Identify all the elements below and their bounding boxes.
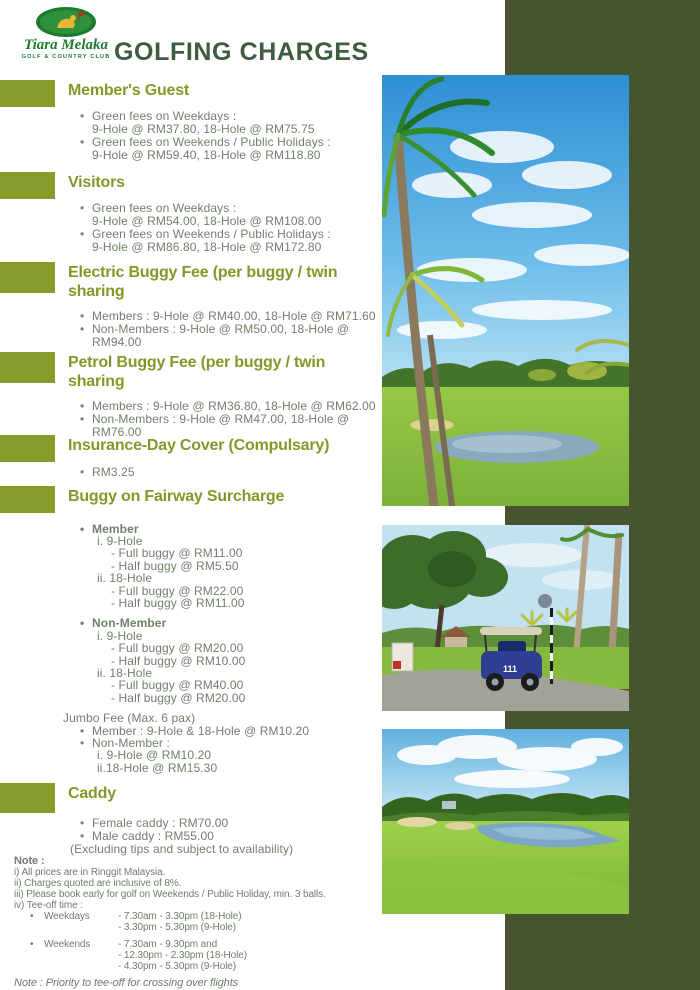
spacer xyxy=(0,609,400,617)
tee-day-label: Weekends xyxy=(44,939,91,950)
section-body xyxy=(0,466,400,479)
club-logo xyxy=(14,6,118,60)
price-line: i. 9-Hole xyxy=(97,533,143,548)
section-members-guest xyxy=(0,82,400,162)
price-line: • Non-Member xyxy=(0,617,400,629)
price-line: - Full buggy @ RM22.00 xyxy=(111,583,244,598)
tee-row-weekends xyxy=(14,939,396,972)
golf-buggy-illustration xyxy=(382,525,629,711)
tee-time-line: - 7.30am - 3.30pm (18-Hole) xyxy=(118,911,242,922)
golf-course-palm-trees-photo xyxy=(382,75,629,506)
price-line: - Full buggy @ RM11.00 xyxy=(111,546,243,561)
tee-time-line: - 4.30pm - 5.30pm (9-Hole) xyxy=(118,961,237,972)
section-petrol-buggy-fee xyxy=(0,354,400,439)
section-heading: Buggy on Fairway Surcharge xyxy=(68,488,285,505)
price-line: ii.18-Hole @ RM15.30 xyxy=(97,760,218,775)
section-body xyxy=(0,310,400,349)
section-tab-marker xyxy=(0,486,55,513)
price-line: - Half buggy @ RM20.00 xyxy=(111,690,246,705)
tee-time-line: - 3.30pm - 5.30pm (9-Hole) xyxy=(118,922,237,933)
price-line: ii. 18-Hole xyxy=(97,571,153,586)
section-body xyxy=(0,523,400,775)
section-tab-marker xyxy=(0,352,55,383)
section-body xyxy=(0,400,400,439)
section-caddy xyxy=(0,785,400,856)
price-line: • Green fees on Weekends / Public Holidays : xyxy=(0,228,400,241)
section-buggy-on-fairway-surcharge xyxy=(0,488,400,774)
section-tab-marker xyxy=(0,262,55,293)
price-line: 9-Hole @ RM86.80, 18-Hole @ RM172.80 xyxy=(92,239,322,254)
golf-course-lake-photo xyxy=(382,729,629,914)
tee-bullet: • xyxy=(30,911,34,922)
price-line: • Non-Members : 9-Hole @ RM50.00, 18-Hole @ xyxy=(0,323,400,336)
page-title: GOLFING CHARGES xyxy=(114,37,369,66)
price-line: • Female caddy : RM70.00 xyxy=(0,817,400,830)
note-line: ii) Charges quoted are inclusive of 8%. xyxy=(14,878,182,889)
section-heading: Electric Buggy Fee (per buggy / twin sharing xyxy=(68,264,338,300)
note-line: i) All prices are in Ringgit Malaysia. xyxy=(14,867,166,878)
notes-footer: Note : Priority to tee-off for crossing over flights xyxy=(14,977,239,989)
tee-times-list xyxy=(118,939,247,972)
section-tab-marker xyxy=(0,80,55,107)
price-line: - Half buggy @ RM11.00 xyxy=(111,595,245,610)
tee-bullet: • xyxy=(30,939,34,950)
price-line: - Half buggy @ RM10.00 xyxy=(111,653,246,668)
price-line: • Members : 9-Hole @ RM36.80, 18-Hole @ RM62.00 xyxy=(0,400,400,413)
price-line: • RM3.25 xyxy=(0,466,400,479)
price-line: • Members : 9-Hole @ RM40.00, 18-Hole @ RM71.60 xyxy=(0,310,400,323)
price-line: - Full buggy @ RM40.00 xyxy=(111,678,244,693)
tee-row-weekdays xyxy=(14,911,396,933)
golf-course-lake-illustration xyxy=(382,729,629,914)
golf-course-palm-trees-illustration xyxy=(382,75,629,506)
notes-heading: Note : xyxy=(14,855,45,867)
golf-buggy-111-photo xyxy=(382,525,629,711)
tee-time-line: - 7.30am - 9.30pm and xyxy=(118,939,218,950)
section-body xyxy=(0,110,400,162)
price-line: 9-Hole @ RM59.40, 18-Hole @ RM118.80 xyxy=(92,147,321,162)
price-line: 9-Hole @ RM54.00, 18-Hole @ RM108.00 xyxy=(92,213,322,228)
price-line: • Green fees on Weekends / Public Holidays : xyxy=(0,136,400,149)
note-line: iii) Please book early for golf on Weekends / Public Holiday, min. 3 balls. xyxy=(14,889,326,900)
section-body xyxy=(0,817,400,856)
section-tab-marker xyxy=(0,435,55,462)
price-line: (Excluding tips and subject to availability) xyxy=(70,841,294,856)
tee-times-list xyxy=(118,911,241,933)
price-line: RM76.00 xyxy=(92,425,142,439)
price-line: 9-Hole @ RM37.80, 18-Hole @ RM75.75 xyxy=(92,121,315,136)
price-line: - Half buggy @ RM5.50 xyxy=(111,558,239,573)
price-line: Jumbo Fee (Max. 6 pax) xyxy=(63,711,196,726)
tee-day-label: Weekdays xyxy=(44,911,90,922)
tee-time-line: - 12.30pm - 2.30pm (18-Hole) xyxy=(118,950,247,961)
price-line: RM94.00 xyxy=(92,335,142,349)
price-line: • Member : 9-Hole & 18-Hole @ RM10.20 xyxy=(0,725,400,737)
notes-list xyxy=(14,867,396,911)
section-heading: Insurance-Day Cover (Compulsary) xyxy=(68,437,330,454)
price-line: • Non-Members : 9-Hole @ RM47.00, 18-Hole @ xyxy=(0,413,400,426)
section-visitors xyxy=(0,174,400,254)
section-electric-buggy-fee xyxy=(0,264,400,349)
section-tab-marker xyxy=(0,172,55,199)
section-heading: Visitors xyxy=(68,174,125,191)
section-heading: Petrol Buggy Fee (per buggy / twin sharing xyxy=(68,354,326,390)
section-heading: Member's Guest xyxy=(68,82,190,99)
price-line: ii. 18-Hole xyxy=(97,665,153,680)
note-line: iv) Tee-off time : xyxy=(14,900,83,911)
club-name: Tiara Melaka xyxy=(23,37,109,53)
price-line: • Green fees on Weekdays : xyxy=(0,110,400,123)
section-tab-marker xyxy=(0,783,55,813)
section-insurance-day-cover xyxy=(0,437,400,479)
price-line: i. 9-Hole @ RM10.20 xyxy=(97,748,212,763)
price-line: • Member xyxy=(0,523,400,535)
price-line: • Non-Member : xyxy=(0,737,400,749)
svg-text:111: 111 xyxy=(503,664,518,674)
section-heading: Caddy xyxy=(68,785,116,802)
section-body xyxy=(0,202,400,254)
price-line: - Full buggy @ RM20.00 xyxy=(111,641,244,656)
spacer xyxy=(0,704,400,712)
price-line: i. 9-Hole xyxy=(97,628,143,643)
tee-off-times xyxy=(14,911,396,972)
price-line: • Green fees on Weekdays : xyxy=(0,202,400,215)
club-subtitle: GOLF & COUNTRY CLUB xyxy=(21,54,111,60)
notes-block xyxy=(14,855,396,989)
price-line: • Male caddy : RM55.00 xyxy=(0,830,400,843)
club-logo-emblem xyxy=(35,6,97,38)
